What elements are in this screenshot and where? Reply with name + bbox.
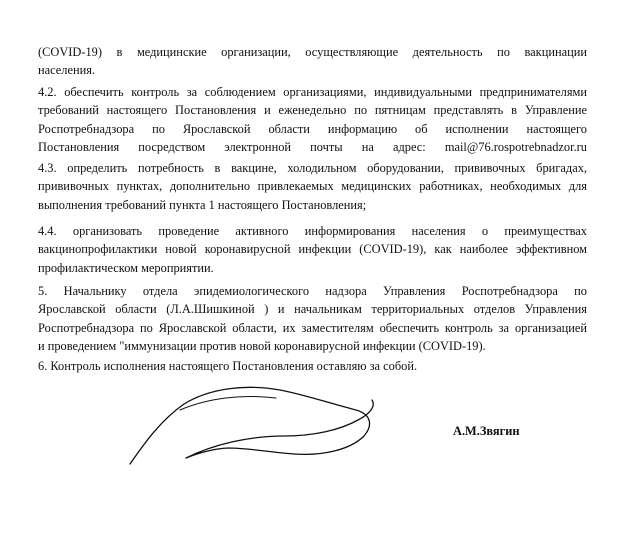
paragraph-6 bbox=[38, 357, 587, 375]
text-line: населения. bbox=[38, 63, 96, 78]
paragraph-4-3 bbox=[38, 159, 587, 214]
text-line: 4.3. определить потребность в вакцине, холодильном оборудовании, прививочных бригадах, bbox=[38, 161, 587, 175]
text-line: 6. Контроль исполнения настоящего Постановления оставляю за собой. bbox=[38, 359, 418, 373]
paragraph-5 bbox=[38, 282, 587, 356]
text-line: профилактическом мероприятии. bbox=[38, 260, 214, 275]
text-line: Роспотребнадзора по Ярославской области информацию об исполнении настоящего bbox=[38, 121, 587, 136]
signer-name: А.М.Звягин bbox=[453, 424, 520, 438]
text-line: и проведением "иммунизации против новой коронавирусной инфекции (COVID-19). bbox=[38, 339, 486, 354]
text-line: 5. Начальнику отдела эпидемиологического надзора Управления Роспотребнадзора по bbox=[38, 284, 587, 298]
text-line: прививочных пунктах, дополнительно привлекаемых медицинских работниках, необходимых для bbox=[38, 179, 587, 194]
text-line: Роспотребнадзора по Ярославской области, их заместителям обеспечить контроль за организацией bbox=[38, 320, 587, 335]
text-line: 4.4. организовать проведение активного информирования населения о преимуществах bbox=[38, 224, 587, 238]
text-line: 4.2. обеспечить контроль за соблюдением организациями, индивидуальными предпринимателями bbox=[38, 85, 587, 99]
text-line: Ярославской области (Л.А.Шишкиной ) и начальникам территориальных отделов Управления bbox=[38, 302, 587, 317]
paragraph-4-2 bbox=[38, 83, 587, 157]
text-line: вакцинопрофилактики новой коронавирусной инфекции (COVID-19), как наиболее эффективном bbox=[38, 242, 587, 257]
paragraph-4-4 bbox=[38, 222, 587, 277]
text-line: Постановления посредством электронной почты на адрес: mail@76.rospotrebnadzor.ru bbox=[38, 140, 587, 155]
text-line: (COVID-19) в медицинские организации, осуществляющие деятельность по вакцинации bbox=[38, 45, 587, 59]
text-line: выполнения требований пункта 1 настоящего Постановления; bbox=[38, 197, 367, 212]
paragraph-intro bbox=[38, 43, 587, 80]
text-line: требований настоящего Постановления и еженедельно по пятницам представлять в Управление bbox=[38, 103, 587, 118]
handwritten-signature bbox=[118, 380, 388, 470]
